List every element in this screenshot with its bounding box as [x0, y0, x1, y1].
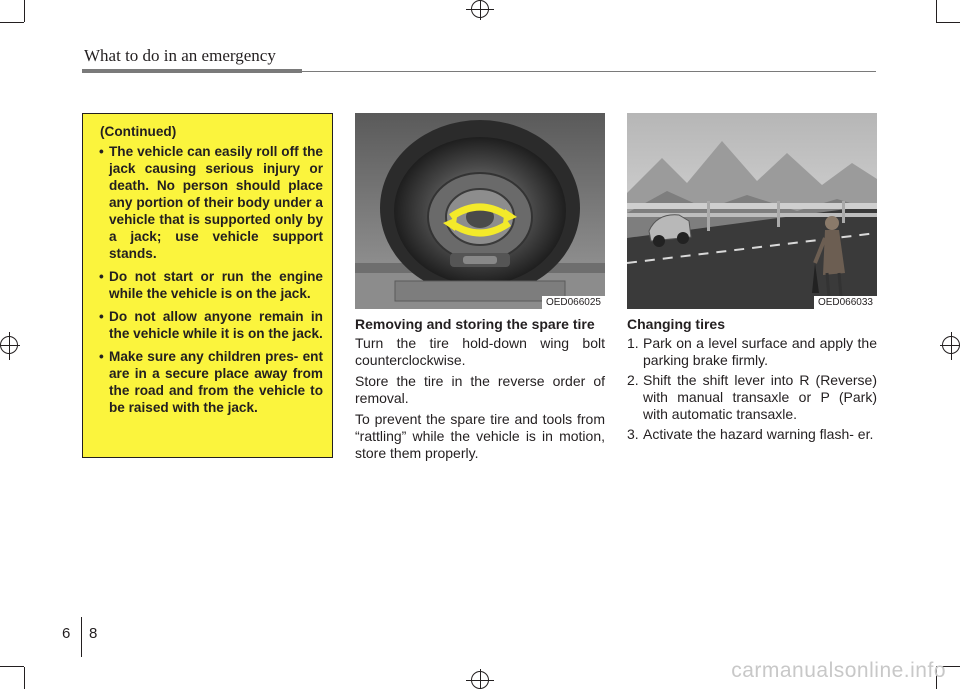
crop-mark — [480, 0, 481, 20]
section-title: What to do in an emergency — [84, 46, 276, 65]
bullet-icon: • — [99, 144, 104, 159]
chapter-number: 6 — [62, 625, 71, 642]
step-number: 2. — [627, 372, 639, 388]
warning-text: The vehicle can easily roll off the jack causing serious injury or death. No person should place any portion of their body under a vehicle that is supported only by a jack; use vehicle support stands. — [109, 144, 323, 261]
crop-mark — [24, 0, 25, 22]
crop-mark — [466, 680, 494, 681]
bullet-icon: • — [99, 269, 104, 284]
warning-text: Do not allow anyone remain in the vehicle while it is on the jack. — [109, 309, 323, 341]
watermark: carmanualsonline.info — [731, 659, 946, 682]
crop-mark — [936, 22, 960, 23]
spare-tire-illustration — [355, 113, 605, 309]
section-heading: Removing and storing the spare tire — [355, 316, 595, 332]
changing-tires-section — [627, 316, 877, 446]
crop-mark — [0, 345, 20, 346]
paragraph: Turn the tire hold-down wing bolt counterclockwise. — [355, 335, 605, 368]
crop-mark — [24, 667, 25, 689]
step-text: Activate the hazard warning flash- er. — [643, 426, 874, 442]
header-rule — [302, 71, 876, 72]
crop-mark — [0, 666, 24, 667]
crop-mark — [0, 22, 24, 23]
page-number: 8 — [89, 625, 98, 642]
crop-mark — [480, 669, 481, 689]
figure-code: OED066025 — [542, 296, 605, 309]
step-text: Park on a level surface and apply the parking brake firmly. — [643, 335, 877, 368]
header-accent-bar — [82, 69, 302, 73]
step-number: 1. — [627, 335, 639, 351]
warning-item — [92, 308, 323, 342]
paragraph: To prevent the spare tire and tools from “rattling” while the vehicle is in motion, store them properly. — [355, 411, 605, 461]
roadside-illustration — [627, 113, 877, 309]
crop-mark — [940, 345, 960, 346]
bullet-icon: • — [99, 309, 104, 324]
crop-mark — [951, 332, 952, 360]
step-item — [627, 335, 877, 369]
bullet-icon: • — [99, 349, 104, 364]
warning-box — [82, 113, 333, 458]
spare-tire-section — [355, 316, 605, 466]
paragraph: Store the tire in the reverse order of removal. — [355, 373, 605, 406]
steps-list — [627, 335, 877, 443]
step-number: 3. — [627, 426, 639, 442]
step-text: Shift the shift lever into R (Reverse) with manual transaxle or P (Park) with automatic transaxle. — [643, 372, 877, 422]
crop-mark — [936, 0, 937, 22]
step-item — [627, 372, 877, 423]
warning-continued-label: (Continued) — [100, 124, 177, 139]
warning-item — [92, 268, 323, 302]
warning-text: Make sure any children pres- ent are in a secure place away from the road and from the vehicle to be raised with the jack. — [109, 349, 323, 415]
warning-item — [92, 143, 323, 262]
step-item — [627, 426, 877, 443]
section-heading: Changing tires — [627, 316, 726, 332]
crop-mark — [9, 332, 10, 360]
figure-code: OED066033 — [814, 296, 877, 309]
crop-mark — [466, 9, 494, 10]
warning-list — [92, 143, 323, 416]
page-number-divider — [81, 617, 82, 657]
warning-item — [92, 348, 323, 416]
warning-text: Do not start or run the engine while the vehicle is on the jack. — [109, 269, 323, 301]
